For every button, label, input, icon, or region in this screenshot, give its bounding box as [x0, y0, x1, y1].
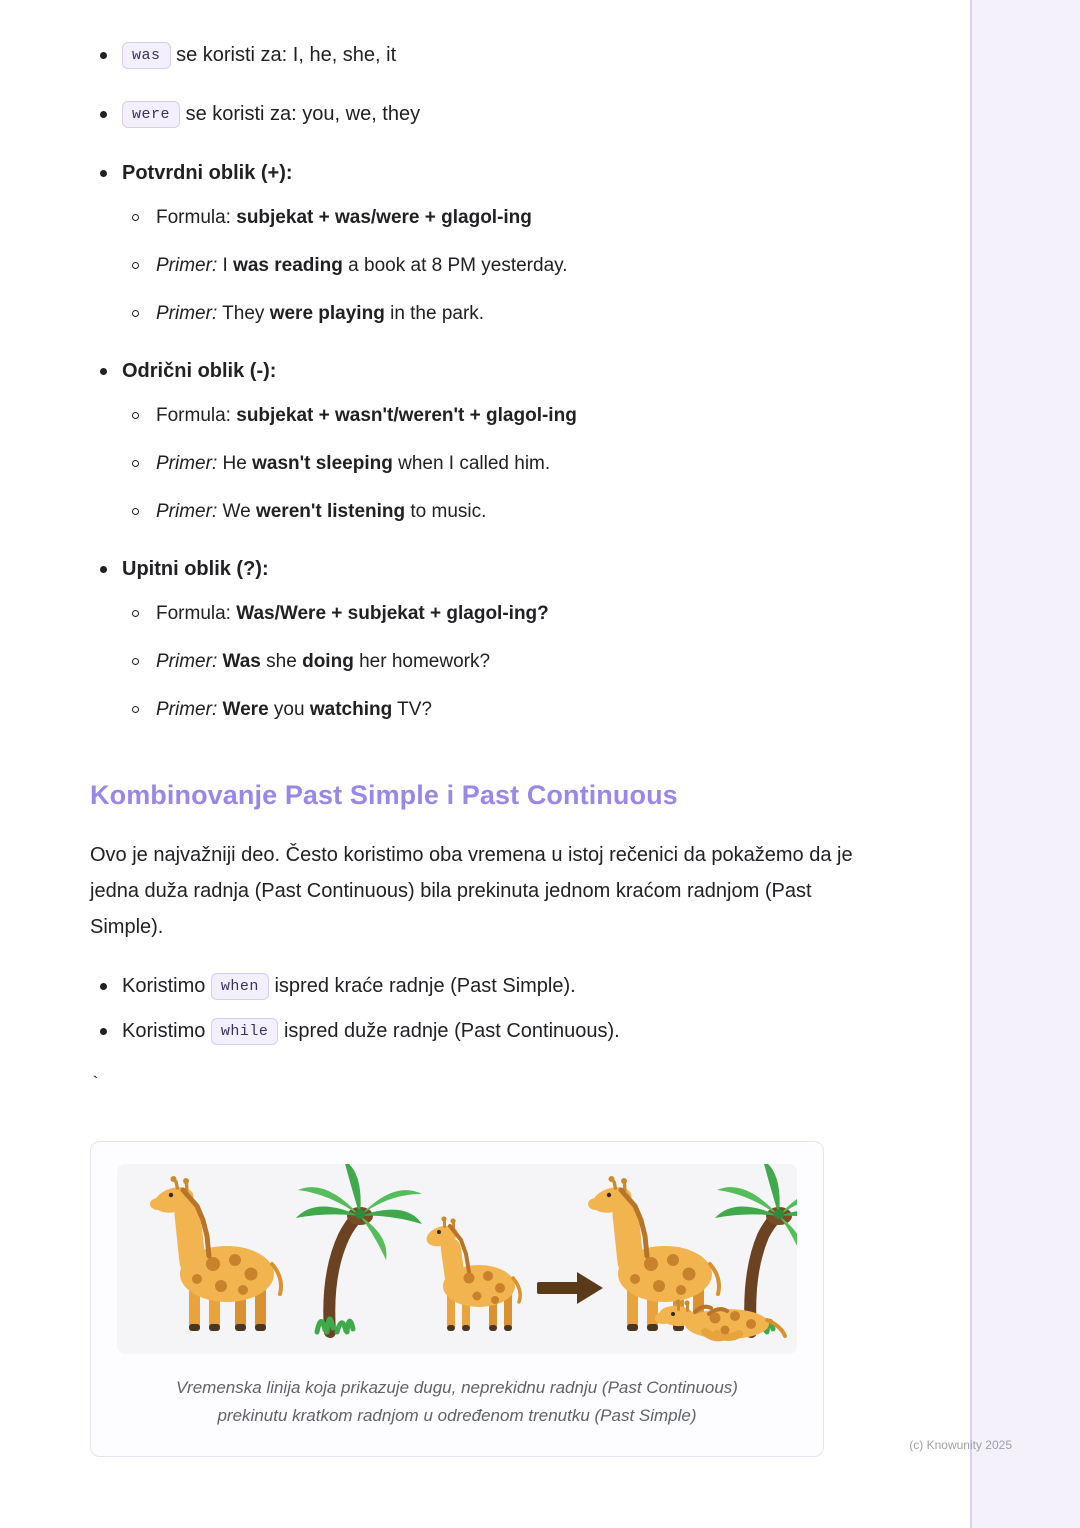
item-bold-text: wasn't sleeping: [252, 453, 393, 474]
item-text: her homework?: [353, 651, 491, 672]
usage-text-before: Koristimo: [122, 1020, 211, 1042]
item-bold-text-2: watching: [309, 699, 393, 720]
item-bold-text: weren't listening: [255, 501, 406, 522]
item-label: Formula:: [156, 603, 231, 624]
item-label: Primer:: [156, 303, 218, 324]
item-bold-text-2: doing: [302, 651, 354, 672]
item-text: He: [217, 453, 253, 474]
figure-image: [117, 1164, 797, 1354]
item-text: We: [217, 501, 256, 522]
main-bullet-list: [90, 40, 880, 724]
item-text: I: [217, 255, 234, 276]
item-text: TV?: [392, 699, 432, 720]
code-token-while: while: [211, 1018, 279, 1045]
list-item-group-interrogative: [90, 554, 880, 724]
usage-text-after: ispred duže radnje (Past Continuous).: [278, 1020, 620, 1042]
item-bold-text: subjekat + wasn't/weren't + glagol-ing: [230, 405, 577, 426]
usage-text-after: ispred kraće radnje (Past Simple).: [268, 975, 576, 997]
section-paragraph: Ovo je najvažniji deo. Često koristimo oba vremena u istoj rečenici da pokažemo da je jedna duža radnja (Past Continuous) bila prekinuta jednom kraćom radnjom (Past Simple).: [90, 844, 853, 938]
document-content: [90, 40, 880, 1457]
list-item-group-affirmative: [90, 158, 880, 328]
copyright-notice: (c) Knowunity 2025: [909, 1438, 1012, 1452]
list-item: [122, 252, 880, 280]
figure-caption-line-2: prekinutu kratkom radnjom u određenom trenutku (Past Simple): [217, 1406, 697, 1425]
code-token-were: were: [122, 101, 180, 128]
group-title: Odrični oblik (-):: [122, 360, 277, 382]
group-title: Potvrdni oblik (+):: [122, 162, 293, 184]
list-item: [90, 40, 880, 71]
item-text: she: [260, 651, 303, 672]
list-item: [122, 498, 880, 526]
item-bold-text: Were: [222, 699, 269, 720]
giraffes-and-palm-trees-illustration: [117, 1164, 797, 1354]
stray-backtick: `: [90, 1075, 101, 1095]
sub-bullet-list: [122, 204, 880, 328]
figure-caption: [117, 1374, 797, 1430]
usage-bullet-list: [90, 971, 880, 1047]
right-margin-strip: [972, 0, 1080, 1528]
item-text: They: [217, 303, 270, 324]
item-label: Formula:: [156, 207, 231, 228]
list-item: [90, 1016, 880, 1047]
item-bold-text: were playing: [269, 303, 385, 324]
item-label: Primer:: [156, 501, 218, 522]
list-item: [122, 450, 880, 478]
arrow-icon: [537, 1272, 603, 1304]
item-text: you: [268, 699, 310, 720]
list-item: [122, 696, 880, 724]
item-bold-text: Was/Were + subjekat + glagol-ing?: [230, 603, 549, 624]
item-bold-text: was reading: [233, 255, 343, 276]
list-item-text: se koristi za: I, he, she, it: [170, 44, 397, 66]
list-item: [122, 204, 880, 232]
section-heading: Kombinovanje Past Simple i Past Continuous: [90, 780, 678, 810]
list-item: [90, 99, 880, 130]
item-label: Formula:: [156, 405, 231, 426]
item-text: when I called him.: [392, 453, 551, 474]
sub-bullet-list: [122, 600, 880, 724]
group-title: Upitni oblik (?):: [122, 558, 269, 580]
item-label: Primer:: [156, 453, 218, 474]
code-token-when: when: [211, 973, 269, 1000]
list-item-group-negative: [90, 356, 880, 526]
list-item: [122, 600, 880, 628]
list-item: [122, 402, 880, 430]
item-text: a book at 8 PM yesterday.: [342, 255, 568, 276]
list-item-text: se koristi za: you, we, they: [180, 103, 421, 125]
code-token-was: was: [122, 42, 171, 69]
list-item: [90, 971, 880, 1002]
item-label: Primer:: [156, 699, 218, 720]
item-label: Primer:: [156, 651, 218, 672]
list-item: [122, 300, 880, 328]
right-margin-divider: [970, 0, 972, 1528]
item-bold-text: subjekat + was/were + glagol-ing: [230, 207, 532, 228]
figure-card: [90, 1141, 824, 1457]
item-text: in the park.: [384, 303, 485, 324]
item-text: to music.: [405, 501, 487, 522]
list-item: [122, 648, 880, 676]
item-label: Primer:: [156, 255, 218, 276]
sub-bullet-list: [122, 402, 880, 526]
usage-text-before: Koristimo: [122, 975, 211, 997]
item-bold-text: Was: [222, 651, 261, 672]
figure-caption-line-1: Vremenska linija koja prikazuje dugu, neprekidnu radnju (Past Continuous): [176, 1378, 738, 1397]
